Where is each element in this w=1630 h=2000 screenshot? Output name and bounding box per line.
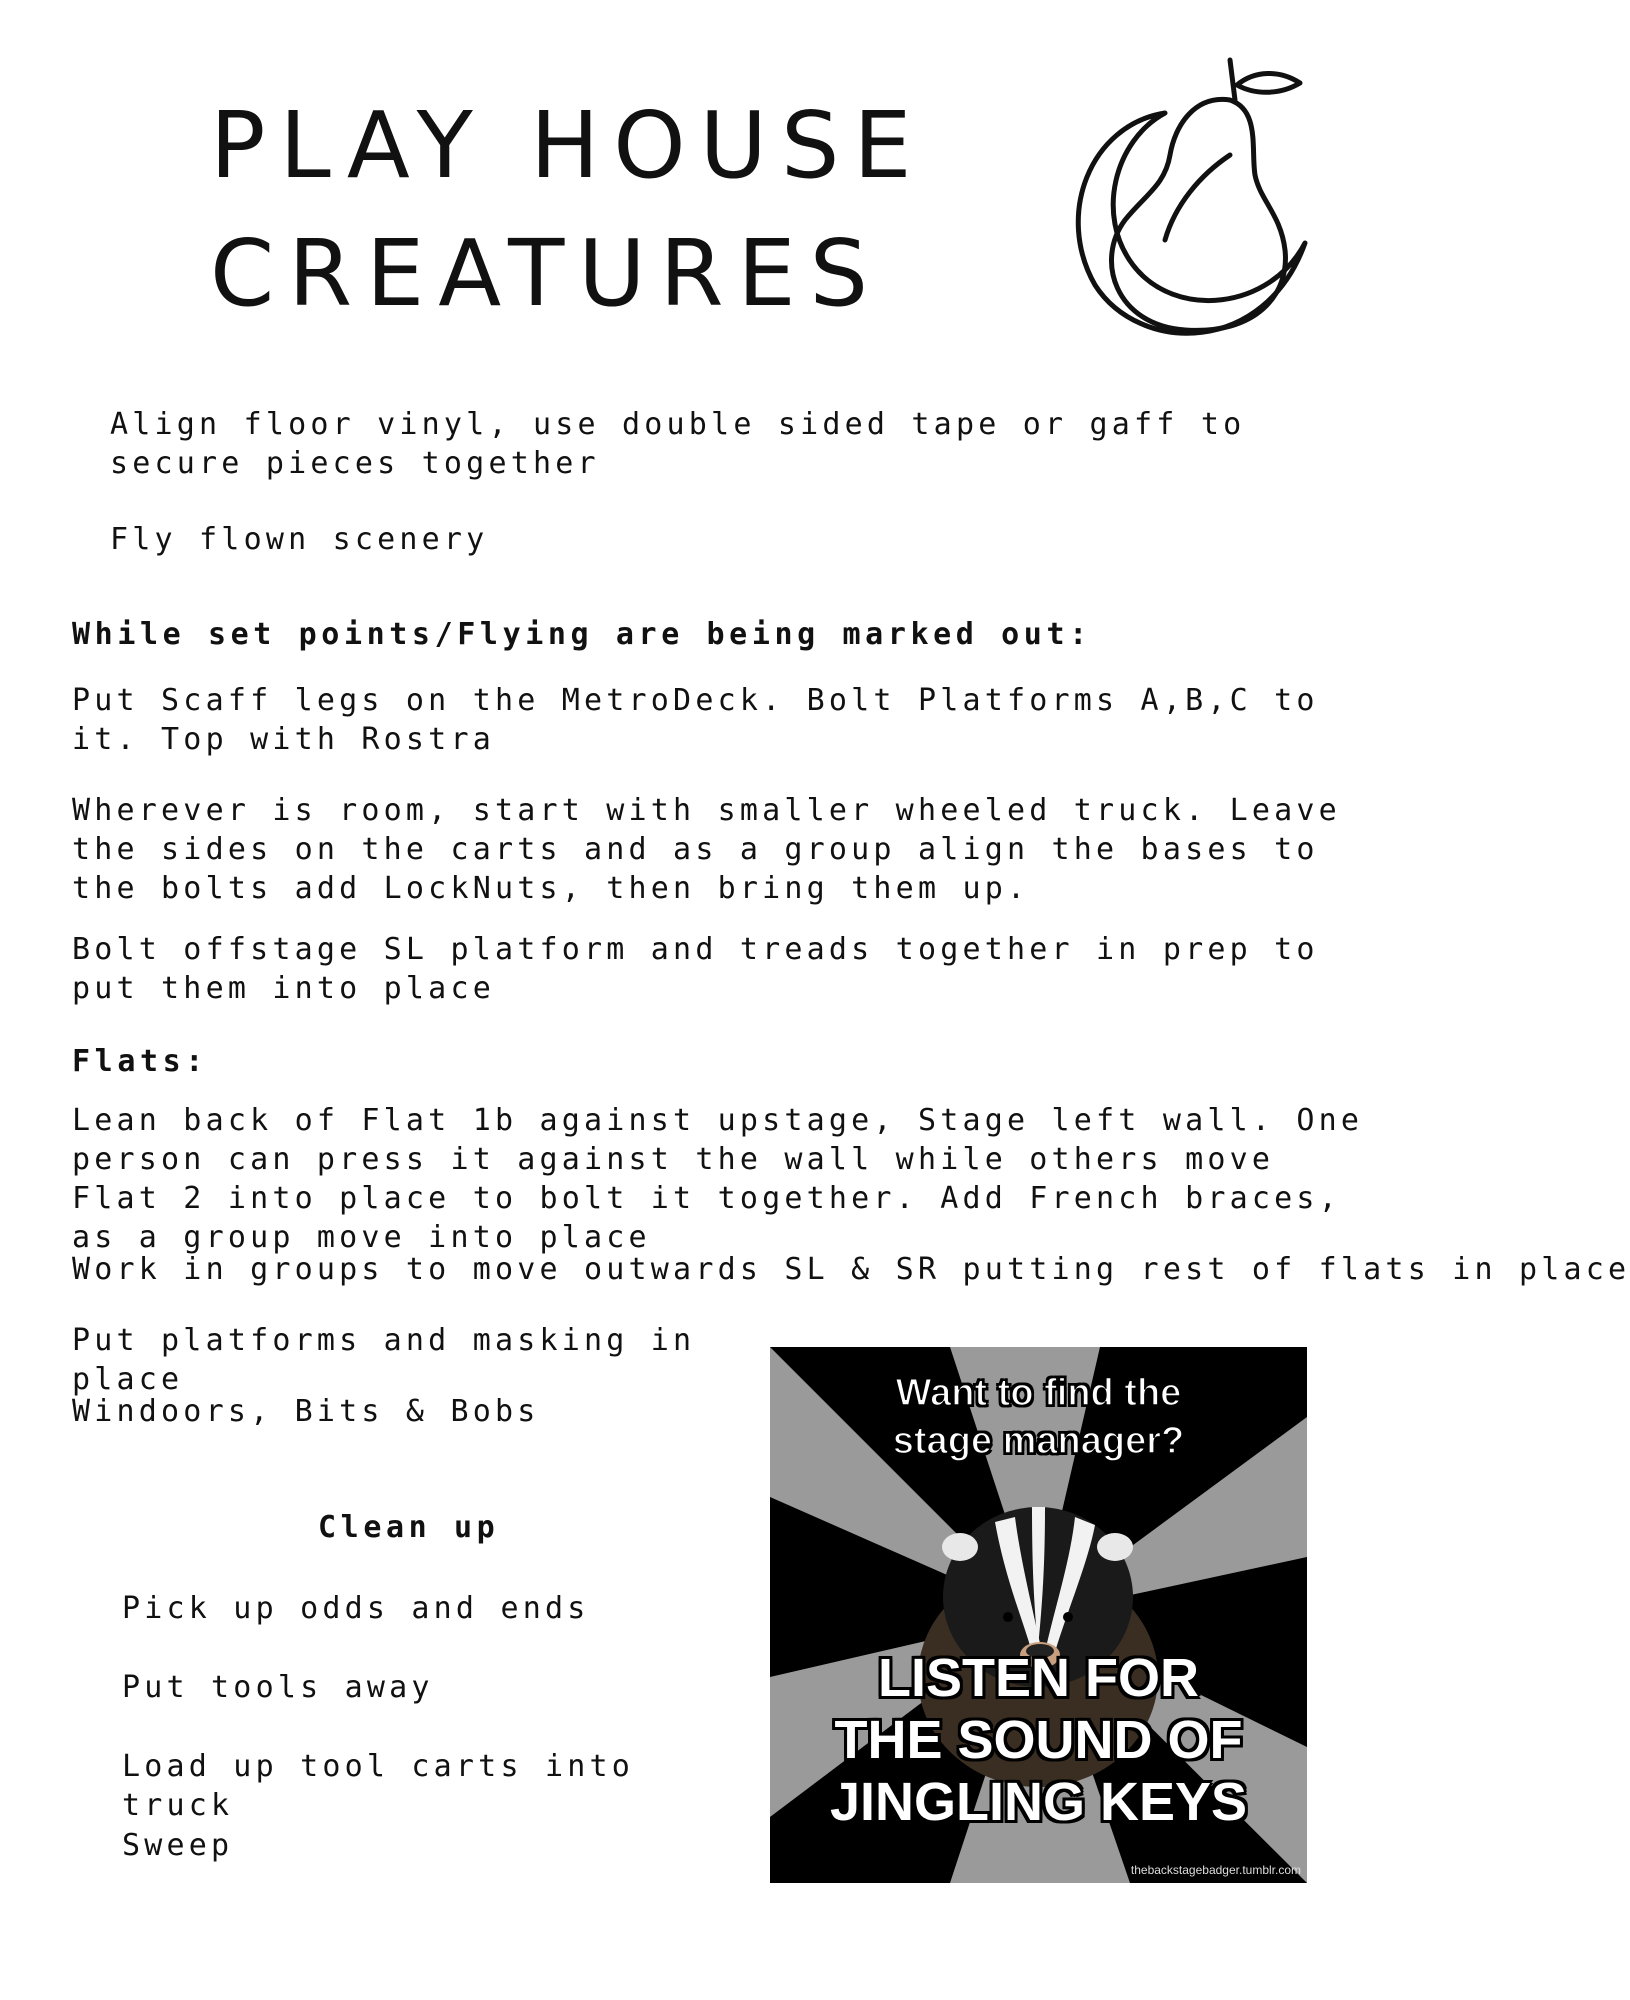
flats-item: Windoors, Bits & Bobs [72, 1394, 540, 1429]
meme-top-text [770, 1369, 1307, 1465]
pear-stem [1230, 60, 1235, 100]
intro-item: Align floor vinyl, use double sided tape or gaff to secure pieces together [110, 407, 1246, 481]
section-heading-flats: Flats: [72, 1044, 208, 1079]
cleanup-item: Pick up odds and ends [122, 1591, 590, 1626]
title-line-1: PLAY HOUSE [210, 92, 926, 199]
pear-leaf [1237, 73, 1300, 92]
title-line-2: CREATURES [210, 220, 883, 327]
meme-credit: thebackstagebadger.tumblr.com [1130, 1863, 1301, 1877]
badger-meme-image [770, 1347, 1307, 1883]
set-item: Bolt offstage SL platform and treads together in prep to put them into place [72, 932, 1319, 1006]
set-item: Put Scaff legs on the MetroDeck. Bolt Platforms A,B,C to it. Top with Rostra [72, 683, 1319, 757]
intro-item: Fly flown scenery [110, 522, 489, 557]
section-heading-set-points: While set points/Flying are being marked out: [72, 617, 1092, 652]
meme-bottom-line: JINGLING KEYS [829, 1772, 1248, 1832]
meme-top-line: Want to find the [895, 1372, 1182, 1414]
meme-bottom-line: THE SOUND OF [834, 1710, 1243, 1770]
flats-item: Work in groups to move outwards SL & SR putting rest of flats in place [72, 1252, 1630, 1287]
pear-moon-logo-icon [1055, 55, 1325, 345]
cleanup-item: Load up tool carts into truck [122, 1749, 635, 1823]
meme-bottom-line: LISTEN FOR [878, 1648, 1199, 1708]
meme-bottom-text [770, 1647, 1307, 1833]
meme-top-line: stage manager? [892, 1420, 1185, 1462]
flats-item: Lean back of Flat 1b against upstage, Stage left wall. One person can press it against the wall while others move Flat 2 into place to bolt it together. Add French braces, as a group move into place [72, 1103, 1364, 1255]
pear-inner-curve [1165, 155, 1230, 240]
cleanup-item: Put tools away [122, 1670, 434, 1705]
flats-item: Put platforms and masking in place [72, 1323, 696, 1397]
section-heading-clean-up: Clean up [318, 1510, 500, 1545]
set-item: Wherever is room, start with smaller wheeled truck. Leave the sides on the carts and as a group align the bases to the bolts add LockNuts, then bring them up. [72, 793, 1341, 906]
cleanup-item: Sweep [122, 1828, 234, 1863]
